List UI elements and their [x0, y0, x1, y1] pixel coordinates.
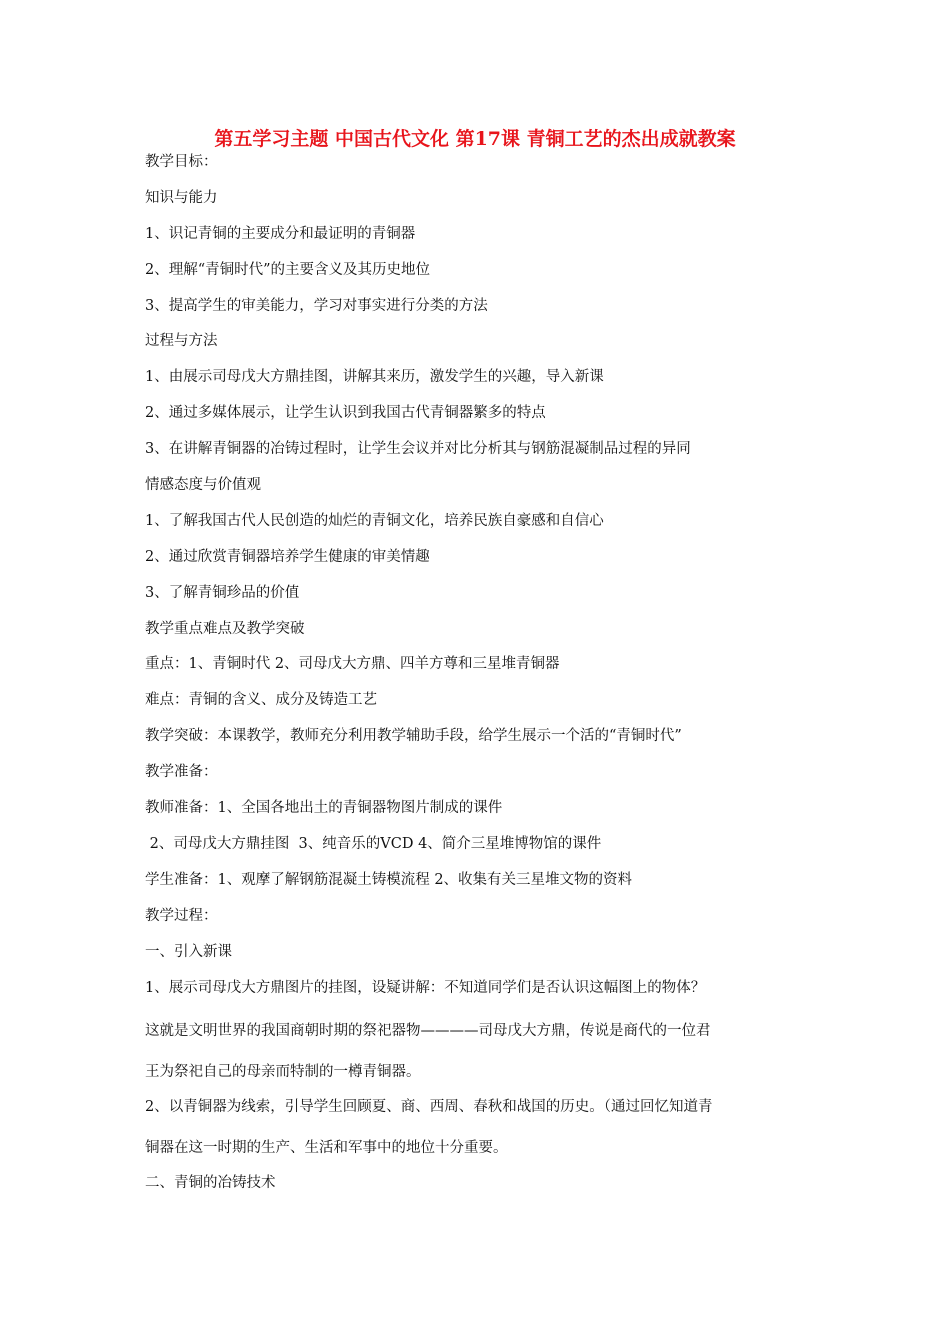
text-line: 3、了解青铜珍品的价值 — [145, 585, 300, 601]
text-line: 2、通过多媒体展示，让学生认识到我国古代青铜器繁多的特点 — [145, 405, 546, 421]
text-line: 重点：1、青铜时代 2、司母戊大方鼎、四羊方尊和三星堆青铜器 — [145, 656, 560, 672]
text-line: 王为祭祀自己的母亲而特制的一樽青铜器。 — [145, 1064, 421, 1080]
text-line: 难点：青铜的含义、成分及铸造工艺 — [145, 692, 377, 708]
text-line: 教学突破：本课教学，教师充分利用教学辅助手段，给学生展示一个活的“青铜时代” — [145, 728, 682, 744]
text-line: 教师准备：1、全国各地出土的青铜器物图片制成的课件 — [145, 800, 503, 816]
text-line: 教学过程： — [145, 908, 218, 924]
document-title: 第五学习主题 中国古代文化 第17课 青铜工艺的杰出成就教案 — [214, 128, 736, 150]
text-line: 情感态度与价值观 — [145, 477, 261, 493]
text-line: 教学重点难点及教学突破 — [145, 621, 305, 637]
text-line: 铜器在这一时期的生产、生活和军事中的地位十分重要。 — [145, 1140, 508, 1156]
text-line: 过程与方法 — [145, 333, 218, 349]
text-line: 3、在讲解青铜器的冶铸过程时，让学生会议并对比分析其与钢筋混凝制品过程的异同 — [145, 441, 691, 457]
text-line: 2、司母戊大方鼎挂图 3、纯音乐的VCD 4、简介三星堆博物馆的课件 — [145, 836, 602, 852]
text-line: 2、以青铜器为线索，引导学生回顾夏、商、西周、春秋和战国的历史。（通过回忆知道青 — [145, 1099, 713, 1115]
text-line: 3、提高学生的审美能力，学习对事实进行分类的方法 — [145, 298, 488, 314]
text-line: 知识与能力 — [145, 190, 218, 206]
text-line: 教学目标： — [145, 154, 218, 170]
text-line: 2、通过欣赏青铜器培养学生健康的审美情趣 — [145, 549, 430, 565]
text-line: 1、由展示司母戊大方鼎挂图，讲解其来历，激发学生的兴趣，导入新课 — [145, 369, 604, 385]
text-line: 1、识记青铜的主要成分和最证明的青铜器 — [145, 226, 416, 242]
text-line: 1、了解我国古代人民创造的灿烂的青铜文化，培养民族自豪感和自信心 — [145, 513, 604, 529]
text-line: 学生准备：1、观摩了解钢筋混凝土铸模流程 2、收集有关三星堆文物的资料 — [145, 872, 633, 888]
text-line: 这就是文明世界的我国商朝时期的祭祀器物————司母戊大方鼎，传说是商代的一位君 — [145, 1023, 711, 1039]
text-line: 一、引入新课 — [145, 944, 232, 960]
text-line: 二、青铜的冶铸技术 — [145, 1175, 276, 1191]
text-line: 教学准备： — [145, 764, 218, 780]
text-line: 1、展示司母戊大方鼎图片的挂图，设疑讲解：不知道同学们是否认识这幅图上的物体？ — [145, 980, 706, 996]
text-line: 2、理解“青铜时代”的主要含义及其历史地位 — [145, 262, 431, 278]
